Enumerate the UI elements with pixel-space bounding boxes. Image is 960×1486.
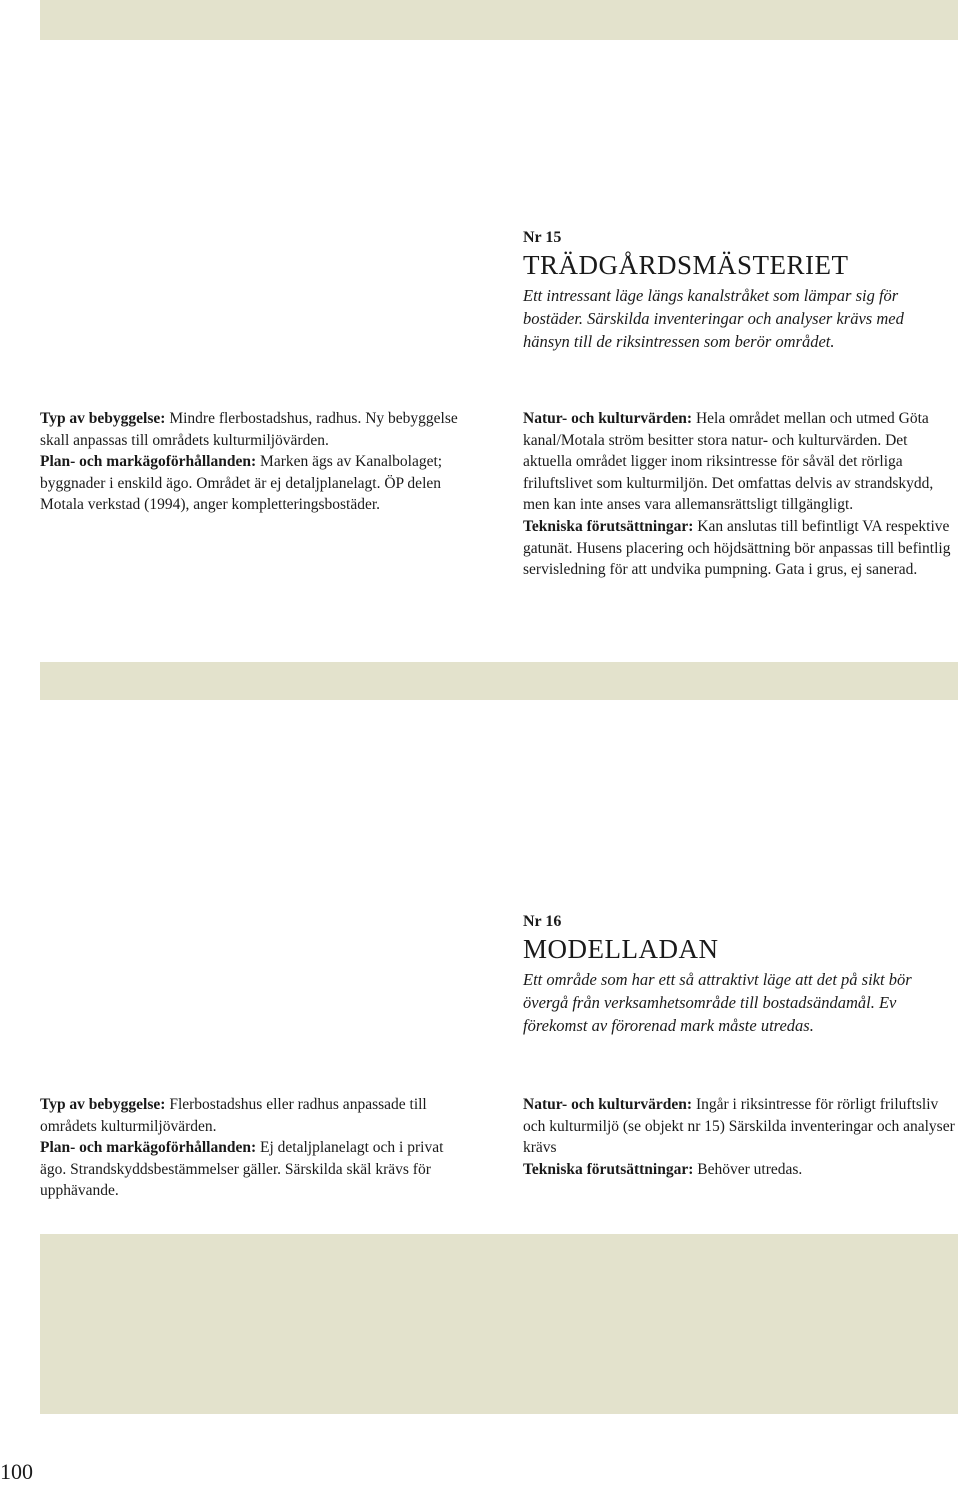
section-16-right-column bbox=[523, 1094, 959, 1180]
page-number: 100 bbox=[0, 1459, 33, 1484]
section-15-header bbox=[523, 228, 943, 353]
typ-text: Flerbostadshus eller radhus anpassade till områdets kulturmiljövärden. bbox=[40, 1096, 427, 1135]
tekn-text: Behöver utredas. bbox=[693, 1160, 803, 1178]
natur-label: Natur- och kulturvärden: bbox=[523, 1096, 693, 1113]
natur-label: Natur- och kulturvärden: bbox=[523, 410, 693, 427]
section-16-header bbox=[523, 912, 943, 1037]
typ-label: Typ av bebyggelse: bbox=[40, 1096, 166, 1113]
plan-text: Marken ägs av Kanalbolaget; byggnader i enskild ägo. Området är ej detaljplanelagt. ÖP delen Motala verkstad (1994), anger kompletteringsbostäder. bbox=[40, 453, 443, 514]
section-intro: Ett område som har ett så attraktivt läge att det på sikt bör övergå från verksamhetsområde till bostadsändamål. Ev förekomst av förorenad mark måste utredas. bbox=[523, 970, 912, 1035]
top-color-band bbox=[40, 0, 958, 40]
section-15-right-column bbox=[523, 408, 959, 581]
section-16-left-column bbox=[40, 1094, 472, 1202]
section-intro: Ett intressant läge längs kanalstråket som lämpar sig för bostäder. Särskilda inventeringar och analyser krävs med hänsyn till de riksintressen som berör området. bbox=[523, 286, 904, 351]
tekn-label: Tekniska förutsättningar: bbox=[523, 517, 694, 535]
bottom-color-block bbox=[40, 1234, 958, 1414]
section-number: Nr 16 bbox=[523, 913, 562, 930]
plan-label: Plan- och markägoförhållanden: bbox=[40, 1139, 257, 1157]
middle-color-band bbox=[40, 662, 958, 700]
plan-text: Ej detaljplanelagt och i privat ägo. Strandskyddsbestämmelser gäller. Särskilda skäl krävs för upphävande. bbox=[40, 1139, 444, 1200]
section-number: Nr 15 bbox=[523, 229, 562, 246]
tekn-text: Kan anslutas till befintligt VA respektive gatunät. Husens placering och höjdsättning bör anpassas till befintlig servisledning för att undvika pumpning. Gata i grus, ej sanerad. bbox=[523, 517, 951, 579]
plan-label: Plan- och markägoförhållanden: bbox=[40, 453, 257, 471]
natur-text: Hela området mellan och utmed Göta kanal/Motala ström besitter stora natur- och kulturvärden. Det aktuella området ligger inom riksintresse för såväl det rörliga friluftslivet som kulturmiljön. Det omfattas delvis av strandskydd, men kan inte anses vara allemansrättsligt tillgängligt. bbox=[523, 410, 934, 514]
section-15-left-column bbox=[40, 408, 472, 516]
typ-text: Mindre flerbostadshus, radhus. Ny bebyggelse skall anpassas till områdets kulturmiljövärden. bbox=[40, 410, 458, 449]
natur-text: Ingår i riksintresse för rörligt friluftsliv och kulturmiljö (se objekt nr 15) Särskilda inventeringar och analyser krävs bbox=[523, 1096, 955, 1157]
typ-label: Typ av bebyggelse: bbox=[40, 410, 166, 427]
section-title: TRÄDGÅRDSMÄSTERIET bbox=[523, 250, 849, 280]
tekn-label: Tekniska förutsättningar: bbox=[523, 1160, 694, 1178]
section-title: MODELLADAN bbox=[523, 934, 719, 964]
